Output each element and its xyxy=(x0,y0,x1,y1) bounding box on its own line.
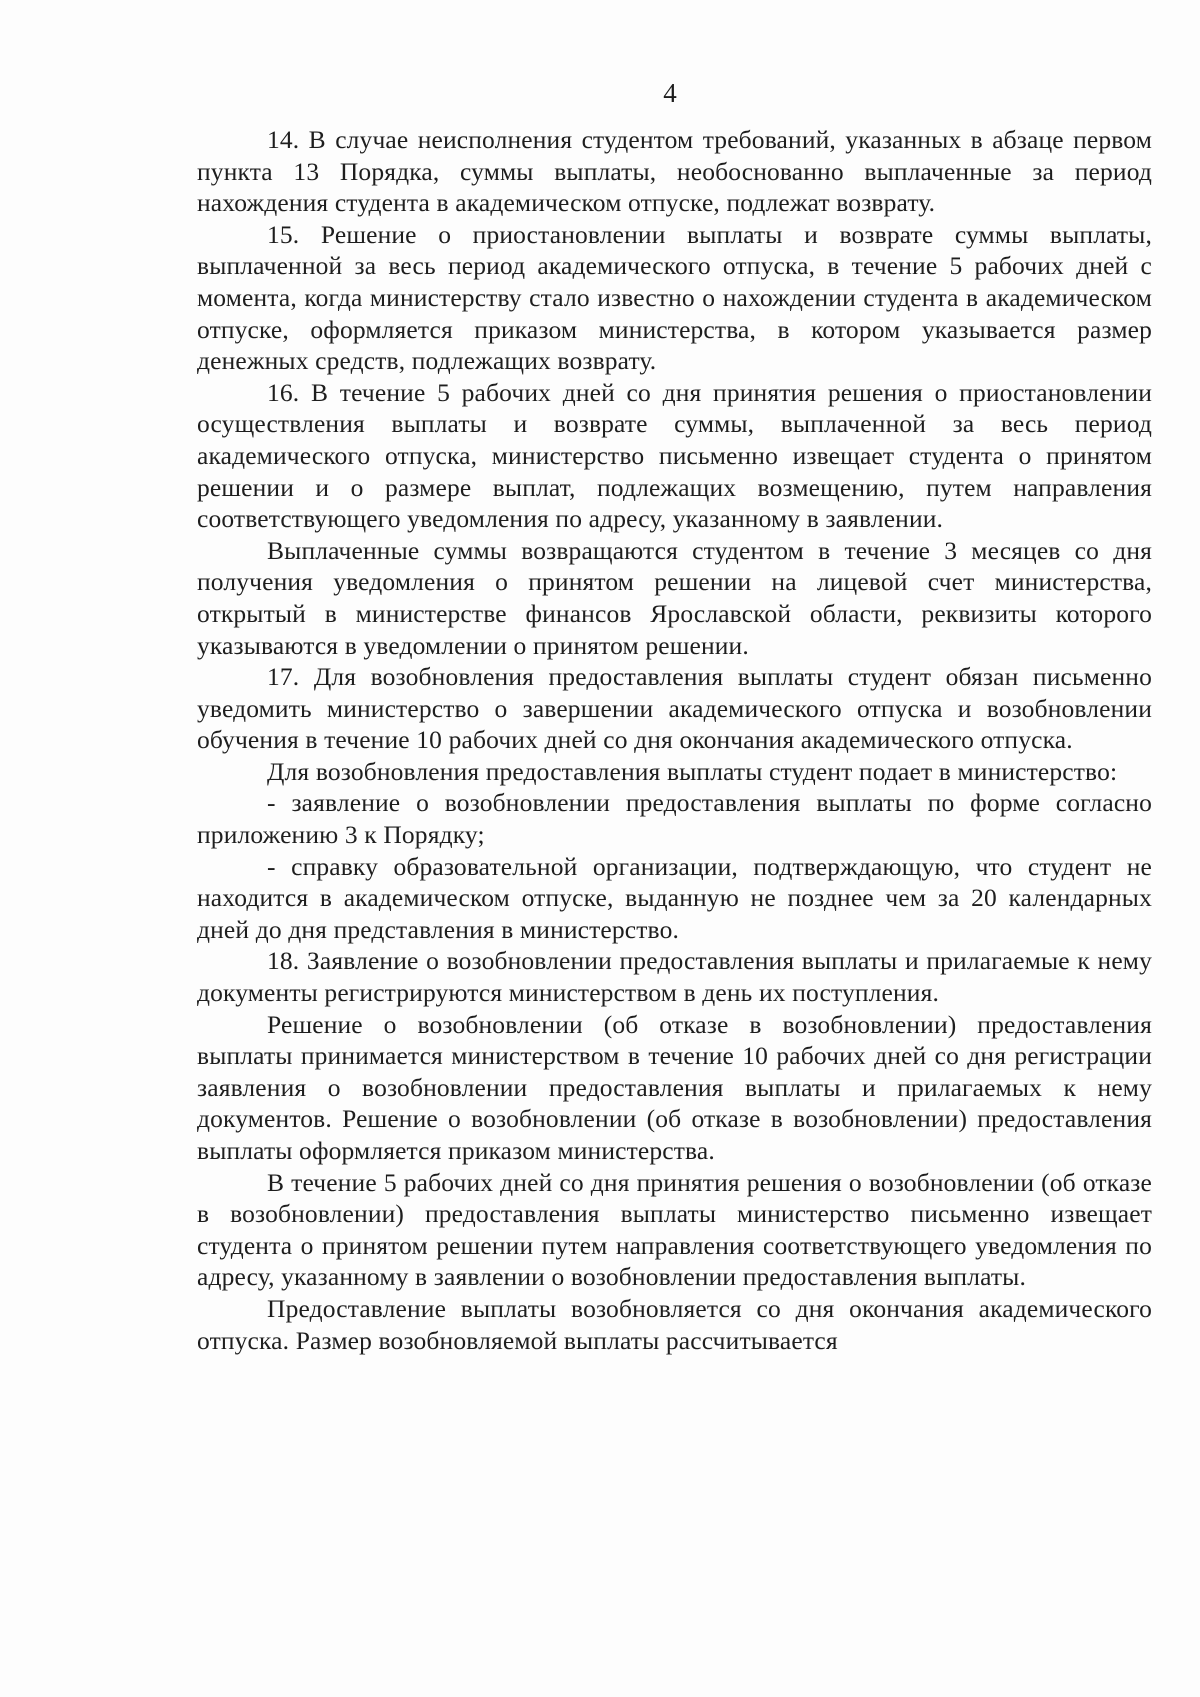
paragraph-18-resumption: Предоставление выплаты возобновляется со дня окончания академического отпуска. Размер возобновляемой выплаты рассчитывается xyxy=(197,1293,1152,1355)
page-number: 4 xyxy=(663,78,677,108)
document-body xyxy=(197,124,1152,1356)
paragraph-15: 15. Решение о приостановлении выплаты и возврате суммы выплаты, выплаченной за весь период академического отпуска, в течение 5 рабочих дней с момента, когда министерству стало известно о нахождении студента в академическом отпуске, оформляется приказом министерства, в котором указывается размер денежных средств, подлежащих возврату. xyxy=(197,219,1152,376)
paragraph-17-submission: Для возобновления предоставления выплаты студент подает в министерство: xyxy=(267,756,1118,786)
paragraph-18: 18. Заявление о возобновлении предоставления выплаты и прилагаемые к нему документы регистрируются министерством в день их поступления. xyxy=(197,946,1152,1008)
paragraph-17: 17. Для возобновления предоставления выплаты студент обязан письменно уведомить министерство о завершении академического отпуска и возобновлении обучения в течение 10 рабочих дней со дня окончания академического отпуска. xyxy=(197,662,1152,755)
paragraph-17-item-certificate: - справку образовательной организации, подтверждающую, что студент не находится в академическом отпуске, выданную не позднее чем за 20 календарных дней до дня представления в министерство. xyxy=(197,851,1152,944)
paragraph-16-refund: Выплаченные суммы возвращаются студентом в течение 3 месяцев со дня получения уведомления о принятом решении на лицевой счет министерства, открытый в министерстве финансов Ярославской области, реквизиты которого указываются в уведомлении о принятом решении. xyxy=(197,535,1152,660)
paragraph-14: 14. В случае неисполнения студентом требований, указанных в абзаце первом пункта 13 Порядка, суммы выплаты, необоснованно выплаченные за период нахождения студента в академическом отпуске, подлежат возврату. xyxy=(197,125,1152,218)
paragraph-18-decision: Решение о возобновлении (об отказе в возобновлении) предоставления выплаты принимается министерством в течение 10 рабочих дней со дня регистрации заявления о возобновлении предоставления выплаты и прилагаемых к нему документов. Решение о возобновлении (об отказе в возобновлении) предоставления выплаты оформляется приказом министерства. xyxy=(197,1009,1152,1165)
paragraph-17-item-application: - заявление о возобновлении предоставления выплаты по форме согласно приложению 3 к Порядку; xyxy=(197,788,1152,850)
paragraph-18-notification: В течение 5 рабочих дней со дня принятия решения о возобновлении (об отказе в возобновлении) предоставления выплаты министерство письменно извещает студента о принятом решении путем направления соответствующего уведомления по адресу, указанному в заявлении о возобновлении предоставления выплаты. xyxy=(197,1167,1152,1292)
paragraph-16: 16. В течение 5 рабочих дней со дня принятия решения о приостановлении осуществления выплаты и возврате суммы, выплаченной за весь период академического отпуска, министерство письменно извещает студента о принятом решении и о размере выплат, подлежащих возмещению, путем направления соответствующего уведомления по адресу, указанному в заявлении. xyxy=(197,377,1152,534)
